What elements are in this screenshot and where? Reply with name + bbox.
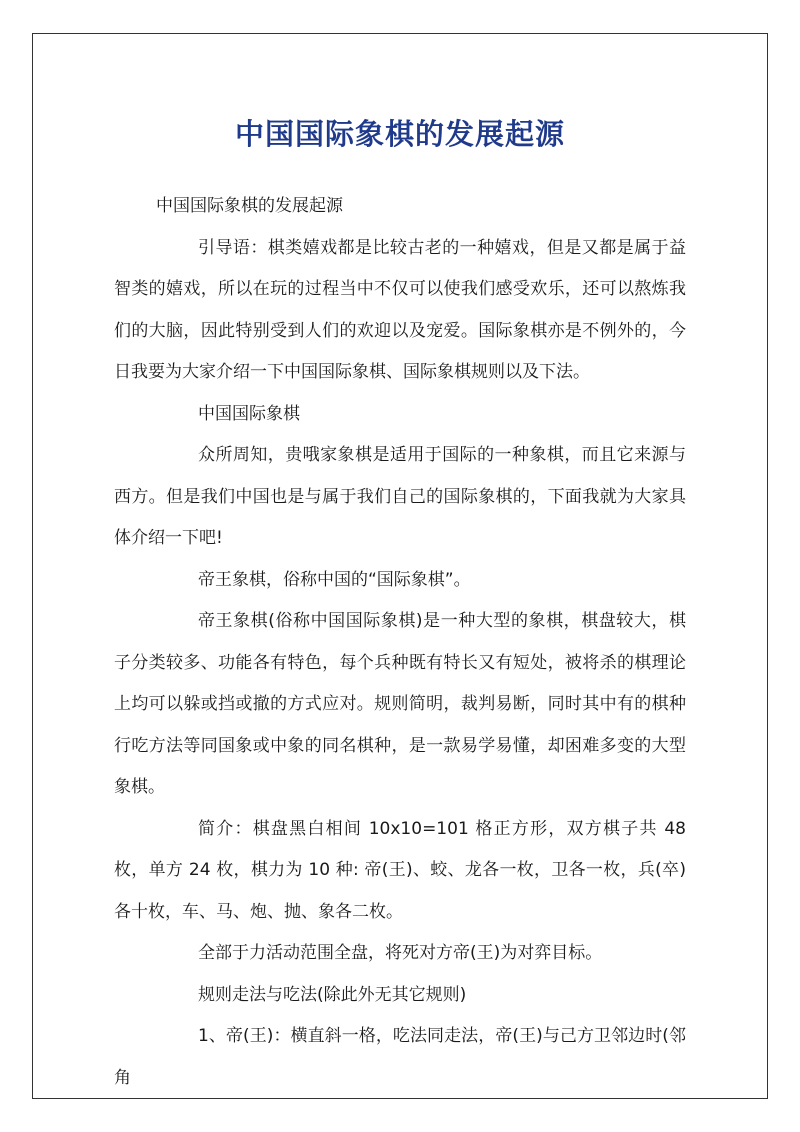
section-heading: 规则走法与吃法(除此外无其它规则) bbox=[198, 984, 467, 1005]
document-title: 中国国际象棋的发展起源 bbox=[234, 117, 565, 151]
intro-paragraph: 引导语：棋类嬉戏都是比较古老的一种嬉戏，但是又都是属于益智类的嬉戏，所以在玩的过程当中不仅可以使我们感受欢乐，还可以熬炼我们的大脑，因此特别受到人们的欢迎以及宠爱。国际象棋亦是不例外的，今日我要为大家介绍一下中国国际象棋、国际象棋规则以及下法。 bbox=[114, 237, 686, 382]
rule-paragraph: 1、帝(王)：横直斜一格，吃法同走法，帝(王)与己方卫邻边时(邻角 bbox=[114, 1026, 686, 1088]
section-heading: 中国国际象棋 bbox=[198, 403, 300, 424]
document-body bbox=[114, 186, 686, 1099]
body-paragraph: 帝王象棋(俗称中国国际象棋)是一种大型的象棋，棋盘较大，棋子分类较多、功能各有特色，每个兵种既有特长又有短处，被将杀的棋理论上均可以躲或挡或撤的方式应对。规则简明，裁判易断，同时其中有的棋种行吃方法等同国象或中象的同名棋种，是一款易学易懂，却困难多变的大型象棋。 bbox=[114, 611, 686, 797]
subtitle-paragraph: 中国国际象棋的发展起源 bbox=[156, 196, 343, 216]
body-paragraph: 帝王象棋，俗称中国的“国际象棋”。 bbox=[198, 569, 471, 590]
body-paragraph: 全部于力活动范围全盘，将死对方帝(王)为对弈目标。 bbox=[198, 943, 603, 963]
body-paragraph: 简介：棋盘黑白相间 10x10=101 格正方形，双方棋子共 48 枚，单方 24 枚，棋力为 10 种: 帝(王)、蛟、龙各一枚，卫各一枚，兵(卒)各十枚，车、马、炮、抛、象各二枚。 bbox=[114, 818, 686, 922]
body-paragraph: 众所周知，贵哦家象棋是适用于国际的一种象棋，而且它来源与西方。但是我们中国也是与属于我们自己的国际象棋的，下面我就为大家具体介绍一下吧! bbox=[114, 445, 686, 548]
